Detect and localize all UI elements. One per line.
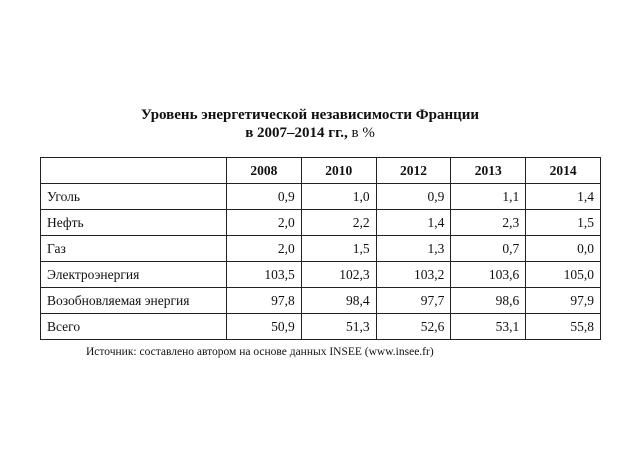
table-cell: 50,9 [227, 314, 302, 340]
table-cell: 1,4 [526, 184, 601, 210]
table-cell: 53,1 [451, 314, 526, 340]
table-cell: 2,3 [451, 210, 526, 236]
table-cell: 105,0 [526, 262, 601, 288]
source-note: Источник: составлено автором на основе данных INSEE (www.insee.fr) [86, 346, 434, 358]
energy-independence-table [40, 157, 601, 340]
header-year: 2013 [451, 158, 526, 184]
table-cell: 0,0 [526, 236, 601, 262]
row-label: Возобновляемая энергия [41, 288, 227, 314]
table-cell: 97,8 [227, 288, 302, 314]
row-label: Всего [41, 314, 227, 340]
table-cell: 2,0 [227, 236, 302, 262]
header-year: 2012 [376, 158, 451, 184]
table-cell: 2,0 [227, 210, 302, 236]
table-cell: 2,2 [301, 210, 376, 236]
table-header-row [41, 158, 601, 184]
table-cell: 1,5 [526, 210, 601, 236]
table-cell: 103,6 [451, 262, 526, 288]
row-label: Уголь [41, 184, 227, 210]
table-cell: 103,5 [227, 262, 302, 288]
table-cell: 97,9 [526, 288, 601, 314]
table-cell: 1,0 [301, 184, 376, 210]
table-cell: 102,3 [301, 262, 376, 288]
table-cell: 1,3 [376, 236, 451, 262]
row-label: Газ [41, 236, 227, 262]
table-cell: 98,6 [451, 288, 526, 314]
header-year: 2014 [526, 158, 601, 184]
table-cell: 1,1 [451, 184, 526, 210]
table-row [41, 236, 601, 262]
table-cell: 0,9 [227, 184, 302, 210]
table-cell: 0,7 [451, 236, 526, 262]
table-row [41, 288, 601, 314]
document-title: Уровень энергетической независимости Франции [140, 107, 480, 123]
table-row [41, 262, 601, 288]
table-cell: 0,9 [376, 184, 451, 210]
header-year: 2010 [301, 158, 376, 184]
table-cell: 51,3 [301, 314, 376, 340]
row-label: Нефть [41, 210, 227, 236]
table-row [41, 210, 601, 236]
document-subtitle [0, 124, 620, 142]
subtitle-unit: в % [347, 125, 375, 141]
table-cell: 52,6 [376, 314, 451, 340]
table-cell: 103,2 [376, 262, 451, 288]
row-label: Электроэнергия [41, 262, 227, 288]
table-cell: 1,4 [376, 210, 451, 236]
table-row [41, 184, 601, 210]
subtitle-period: в 2007–2014 гг., [245, 125, 348, 141]
header-year: 2008 [227, 158, 302, 184]
table-cell: 98,4 [301, 288, 376, 314]
header-empty-cell [41, 158, 227, 184]
table-row [41, 314, 601, 340]
table-cell: 55,8 [526, 314, 601, 340]
table-cell: 1,5 [301, 236, 376, 262]
table-cell: 97,7 [376, 288, 451, 314]
